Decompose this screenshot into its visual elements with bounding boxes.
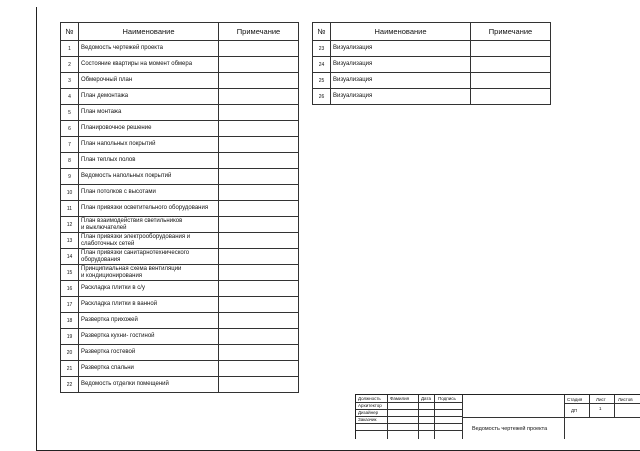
tb-line <box>462 417 640 418</box>
row-number: 6 <box>61 121 79 137</box>
row-note <box>219 201 299 217</box>
row-note <box>219 57 299 73</box>
table-row <box>61 137 299 153</box>
row-number: 23 <box>313 41 331 57</box>
row-note <box>219 169 299 185</box>
row-number: 12 <box>61 217 79 233</box>
table-row <box>61 89 299 105</box>
row-name: План взаимодействия светильников и выключателей <box>79 217 219 233</box>
tb-row-designer: Дизайнер <box>358 410 379 415</box>
tb-sheet-value: 1 <box>599 406 602 411</box>
drawing-list-table-right <box>312 22 551 105</box>
row-note <box>471 41 551 57</box>
row-name: Визуализация <box>331 57 471 73</box>
table-row <box>61 361 299 377</box>
row-note <box>219 73 299 89</box>
tb-line <box>614 395 615 417</box>
tb-row-architect: Архитектор <box>358 403 382 408</box>
row-number: 17 <box>61 297 79 313</box>
row-note <box>219 313 299 329</box>
row-note <box>219 297 299 313</box>
row-number: 10 <box>61 185 79 201</box>
table-row <box>61 265 299 281</box>
row-name: Ведомость напольных покрытий <box>79 169 219 185</box>
row-name: Планировочное решение <box>79 121 219 137</box>
row-note <box>219 89 299 105</box>
row-note <box>219 265 299 281</box>
row-note <box>219 153 299 169</box>
header-note: Примечание <box>471 23 551 41</box>
row-name: Развертка кухни- гостиной <box>79 329 219 345</box>
row-name: Ведомость чертежей проекта <box>79 41 219 57</box>
row-note <box>219 249 299 265</box>
row-name: План теплых полов <box>79 153 219 169</box>
table-row <box>61 329 299 345</box>
title-block <box>355 394 640 439</box>
header-name: Наименование <box>79 23 219 41</box>
row-name: Визуализация <box>331 41 471 57</box>
table-row <box>61 281 299 297</box>
row-name: Раскладка плитки в с/у <box>79 281 219 297</box>
table-header-row <box>313 23 551 41</box>
row-name: План привязки осветительного оборудования <box>79 201 219 217</box>
row-name: План потолков с высотами <box>79 185 219 201</box>
tb-col-date: Дата <box>421 396 431 401</box>
tb-line <box>564 395 565 417</box>
row-number: 21 <box>61 361 79 377</box>
tb-col-signature: Подпись <box>438 396 456 401</box>
drawing-list-table-left <box>60 22 299 393</box>
row-name: План привязки санитарнотехнического оборудования <box>79 249 219 265</box>
tb-line <box>356 423 462 424</box>
row-number: 8 <box>61 153 79 169</box>
row-number: 1 <box>61 41 79 57</box>
table-row <box>61 313 299 329</box>
tb-row-customer: Заказчик <box>358 417 377 422</box>
row-number: 3 <box>61 73 79 89</box>
row-number: 7 <box>61 137 79 153</box>
header-note: Примечание <box>219 23 299 41</box>
tb-col-surname: Фамилия <box>390 396 410 401</box>
table-row <box>61 105 299 121</box>
header-name: Наименование <box>331 23 471 41</box>
table-row <box>61 73 299 89</box>
row-note <box>219 105 299 121</box>
row-name: Развертка спальни <box>79 361 219 377</box>
row-name: Развертка гостевой <box>79 345 219 361</box>
row-name: Раскладка плитки в ванной <box>79 297 219 313</box>
row-number: 14 <box>61 249 79 265</box>
row-note <box>219 217 299 233</box>
row-number: 13 <box>61 233 79 249</box>
row-note <box>471 57 551 73</box>
row-name: План монтажа <box>79 105 219 121</box>
table-row <box>61 201 299 217</box>
tb-document-title: Ведомость чертежей проекта <box>472 426 548 432</box>
header-num: № <box>313 23 331 41</box>
row-number: 2 <box>61 57 79 73</box>
row-note <box>219 345 299 361</box>
row-number: 4 <box>61 89 79 105</box>
tb-col-position: Должность <box>358 396 381 401</box>
row-number: 9 <box>61 169 79 185</box>
row-name: План напольных покрытий <box>79 137 219 153</box>
row-note <box>219 121 299 137</box>
header-num: № <box>61 23 79 41</box>
tb-stage-value: ДП <box>571 408 578 413</box>
table-row <box>61 297 299 313</box>
table-row <box>61 121 299 137</box>
row-number: 18 <box>61 313 79 329</box>
table-row <box>313 41 551 57</box>
tb-sheet-label: Лист <box>596 397 606 402</box>
row-note <box>219 233 299 249</box>
row-number: 24 <box>313 57 331 73</box>
table-row <box>61 41 299 57</box>
table-row <box>61 169 299 185</box>
tb-line <box>564 403 640 404</box>
row-note <box>219 137 299 153</box>
tb-line <box>356 430 462 431</box>
row-name: Состояние квартиры на момент обмера <box>79 57 219 73</box>
table-row <box>61 377 299 393</box>
table-row <box>313 89 551 105</box>
row-note <box>219 41 299 57</box>
row-name: Визуализация <box>331 89 471 105</box>
tb-line <box>564 417 565 439</box>
table-row <box>61 217 299 233</box>
row-name: Развертка прихожей <box>79 313 219 329</box>
row-name: Визуализация <box>331 73 471 89</box>
row-number: 22 <box>61 377 79 393</box>
table-row <box>61 233 299 249</box>
row-number: 20 <box>61 345 79 361</box>
table-header-row <box>61 23 299 41</box>
row-note <box>219 377 299 393</box>
table-row <box>61 57 299 73</box>
table-row <box>313 57 551 73</box>
row-note <box>219 281 299 297</box>
row-name: Ведомость отделки помещений <box>79 377 219 393</box>
row-number: 5 <box>61 105 79 121</box>
table-row <box>313 73 551 89</box>
row-number: 15 <box>61 265 79 281</box>
table-row <box>61 249 299 265</box>
row-name: Обмерочный план <box>79 73 219 89</box>
row-number: 25 <box>313 73 331 89</box>
row-name: План демонтажа <box>79 89 219 105</box>
tb-stage-label: Стадия <box>567 397 583 402</box>
row-note <box>471 73 551 89</box>
row-number: 19 <box>61 329 79 345</box>
tb-line <box>589 395 590 417</box>
row-name: План привязки электрооборудования и слаботочных сетей <box>79 233 219 249</box>
row-note <box>471 89 551 105</box>
table-row <box>61 153 299 169</box>
row-number: 26 <box>313 89 331 105</box>
row-number: 16 <box>61 281 79 297</box>
row-number: 11 <box>61 201 79 217</box>
tb-sheets-label: Листов <box>618 397 633 402</box>
row-note <box>219 361 299 377</box>
table-row <box>61 345 299 361</box>
table-row <box>61 185 299 201</box>
row-note <box>219 329 299 345</box>
row-name: Принципиальная схема вентиляции и кондиционирования <box>79 265 219 281</box>
row-note <box>219 185 299 201</box>
